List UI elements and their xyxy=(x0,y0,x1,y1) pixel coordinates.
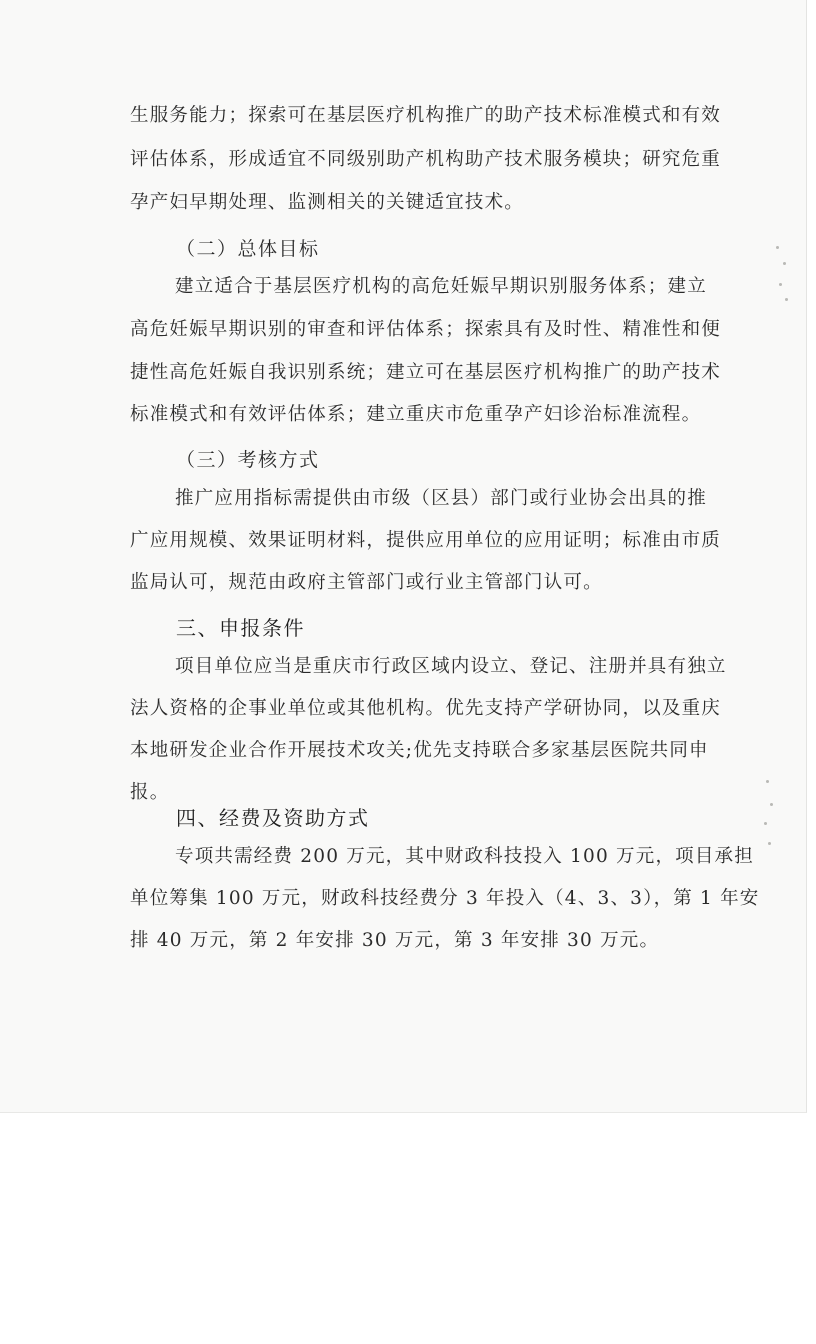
scan-speck xyxy=(764,822,767,825)
part-3-line-4: 报。 xyxy=(130,782,170,803)
section-2-heading: （二）总体目标 xyxy=(176,238,320,260)
part-3-line-3: 本地研发企业合作开展技术攻关;优先支持联合多家基层医院共同申 xyxy=(130,740,709,761)
part-3-heading: 三、申报条件 xyxy=(176,616,305,640)
scan-speck xyxy=(766,780,769,783)
section-2-line-1: 建立适合于基层医疗机构的高危妊娠早期识别服务体系；建立 xyxy=(175,276,707,297)
section-3-line-1: 推广应用指标需提供由市级（区县）部门或行业协会出具的推 xyxy=(175,488,707,509)
intro-line-1: 生服务能力；探索可在基层医疗机构推广的助产技术标准模式和有效 xyxy=(130,105,722,126)
scan-speck xyxy=(783,262,786,265)
section-2-line-3: 捷性高危妊娠自我识别系统；建立可在基层医疗机构推广的助产技术 xyxy=(130,362,722,383)
part-3-line-1: 项目单位应当是重庆市行政区域内设立、登记、注册并具有独立 xyxy=(175,656,727,677)
section-3-line-3: 监局认可，规范由政府主管部门或行业主管部门认可。 xyxy=(130,572,603,593)
scan-speck xyxy=(770,803,773,806)
intro-line-3: 孕产妇早期处理、监测相关的关键适宜技术。 xyxy=(130,192,525,213)
scan-speck xyxy=(776,246,779,249)
intro-line-2: 评估体系，形成适宜不同级别助产机构助产技术服务模块；研究危重 xyxy=(130,149,722,170)
section-3-heading: （三）考核方式 xyxy=(176,449,320,471)
scan-speck xyxy=(785,298,788,301)
part-4-line-1: 专项共需经费 200 万元，其中财政科技投入 100 万元，项目承担 xyxy=(175,846,754,867)
section-2-line-4: 标准模式和有效评估体系；建立重庆市危重孕产妇诊治标准流程。 xyxy=(130,404,702,425)
part-4-line-3: 排 40 万元，第 2 年安排 30 万元，第 3 年安排 30 万元。 xyxy=(130,930,660,951)
section-3-line-2: 广应用规模、效果证明材料，提供应用单位的应用证明；标准由市质 xyxy=(130,530,722,551)
scan-speck xyxy=(768,842,771,845)
part-4-heading: 四、经费及资助方式 xyxy=(176,806,370,830)
section-2-line-2: 高危妊娠早期识别的审查和评估体系；探索具有及时性、精准性和便 xyxy=(130,319,722,340)
part-4-line-2: 单位筹集 100 万元，财政科技经费分 3 年投入（4、3、3），第 1 年安 xyxy=(130,888,760,909)
scan-speck xyxy=(779,283,782,286)
part-3-line-2: 法人资格的企事业单位或其他机构。优先支持产学研协同，以及重庆 xyxy=(130,698,722,719)
